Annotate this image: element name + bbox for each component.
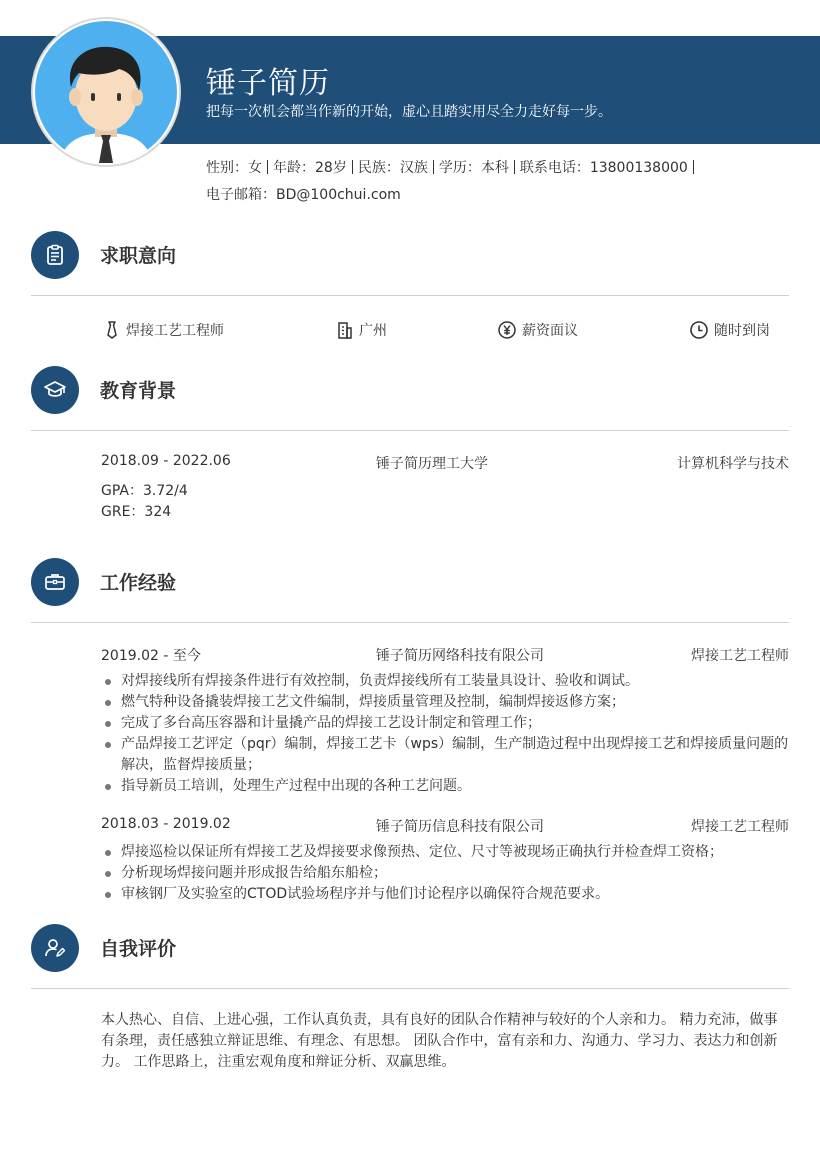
list-item: 产品焊接工艺评定（pqr）编制，焊接工艺卡（wps）编制，生产制造过程中出现焊接工艺和焊接质量问题的解决，监督焊接质量； — [101, 734, 791, 776]
job-company: 锤子简历信息科技有限公司 — [376, 819, 544, 835]
yen-icon — [498, 321, 516, 339]
section-self-icon-badge — [31, 924, 79, 972]
job-period: 2018.03 - 2019.02 — [101, 816, 231, 832]
list-item: 焊接巡检以保证所有焊接工艺及焊接要求像预热、定位、尺寸等被现场正确执行并检查焊工资格； — [101, 842, 791, 863]
section-intent-icon-badge — [31, 231, 79, 279]
section-divider — [31, 622, 789, 623]
list-item: 审核钢厂及实验室的CTOD试验场程序并与他们讨论程序以确保符合规范要求。 — [101, 884, 791, 905]
intent-city-text: 广州 — [359, 323, 387, 339]
info-age-value: 28岁 — [315, 160, 347, 176]
info-phone-value: 13800138000 — [589, 160, 688, 176]
intent-position-text: 焊接工艺工程师 — [126, 323, 224, 339]
info-age-label: 年龄 — [273, 160, 301, 176]
job-role: 焊接工艺工程师 — [691, 819, 789, 835]
job-role: 焊接工艺工程师 — [691, 648, 789, 664]
divider — [352, 160, 353, 174]
info-education-value: 本科 — [480, 160, 509, 176]
info-phone-label: 联系电话 — [519, 160, 576, 176]
job-bullets — [101, 842, 791, 905]
education-period: 2018.09 - 2022.06 — [101, 453, 231, 469]
self-evaluation-text: 本人热心、自信、上进心强，工作认真负责，具有良好的团队合作精神与较好的个人亲和力。 精力充沛，做事有条理，责任感独立辩证思维、有理念、有思想。 团队合作中，富有亲和力、沟通力、学习力、表达力和创新力。 工作思路上，注重宏观角度和辩证分析、双赢思维。 — [101, 1012, 778, 1070]
intent-city — [337, 320, 387, 340]
job-company: 锤子简历网络科技有限公司 — [376, 648, 544, 664]
divider — [693, 160, 694, 174]
section-divider — [31, 295, 789, 296]
list-item: 对焊接线所有焊接条件进行有效控制，负责焊接线所有工装量具设计、验收和调试。 — [101, 671, 791, 692]
job-period: 2019.02 - 至今 — [101, 648, 201, 664]
list-item: 完成了多台高压容器和计量撬产品的焊接工艺设计制定和管理工作； — [101, 713, 791, 734]
list-item: 指导新员工培训，处理生产过程中出现的各种工艺问题。 — [101, 776, 791, 797]
section-title: 求职意向 — [100, 245, 177, 267]
briefcase-icon — [43, 570, 67, 594]
divider — [514, 160, 515, 174]
email-label: 电子邮箱 — [206, 187, 262, 203]
basic-info-line: 性别：女 年龄：28岁 民族：汉族 学历：本科 联系电话：13800138000 — [206, 157, 699, 177]
section-education-icon-badge — [31, 366, 79, 414]
intent-salary — [498, 320, 578, 340]
avatar-illustration — [35, 21, 177, 163]
info-gender-label: 性别 — [206, 160, 234, 176]
section-title: 教育背景 — [100, 380, 177, 402]
divider — [433, 160, 434, 174]
info-ethnicity-label: 民族 — [357, 160, 386, 176]
info-education-label: 学历 — [438, 160, 467, 176]
clipboard-icon — [43, 243, 67, 267]
intent-position — [104, 320, 224, 340]
section-title: 工作经验 — [100, 572, 177, 594]
avatar — [31, 17, 181, 167]
resume-name: 锤子简历 — [206, 66, 330, 101]
building-icon — [337, 321, 353, 339]
education-school: 锤子简历理工大学 — [376, 456, 488, 472]
section-work-icon-badge — [31, 558, 79, 606]
email-value: BD@100chui.com — [276, 187, 401, 203]
intent-salary-text: 薪资面议 — [522, 323, 578, 339]
education-gpa: GPA：3.72/4 — [101, 483, 188, 499]
clock-icon — [690, 321, 708, 339]
section-divider — [31, 988, 789, 989]
section-divider — [31, 430, 789, 431]
divider — [267, 160, 268, 174]
info-gender-value: 女 — [248, 160, 262, 176]
education-gre: GRE：324 — [101, 504, 172, 520]
graduation-cap-icon — [43, 378, 67, 402]
education-major: 计算机科学与技术 — [677, 456, 789, 472]
user-edit-icon — [43, 936, 67, 960]
job-bullets — [101, 671, 791, 797]
list-item: 分析现场焊接问题并形成报告给船东船检； — [101, 863, 791, 884]
info-ethnicity-value: 汉族 — [399, 160, 428, 176]
intent-availability-text: 随时到岗 — [714, 323, 770, 339]
tie-icon — [104, 321, 120, 339]
resume-motto: 把每一次机会都当作新的开始，虚心且踏实用尽全力走好每一步。 — [206, 104, 612, 120]
intent-availability — [690, 320, 770, 340]
section-title: 自我评价 — [100, 938, 177, 960]
email-line: 电子邮箱：BD@100chui.com — [206, 187, 401, 203]
list-item: 燃气特种设备撬装焊接工艺文件编制，焊接质量管理及控制，编制焊接返修方案； — [101, 692, 791, 713]
